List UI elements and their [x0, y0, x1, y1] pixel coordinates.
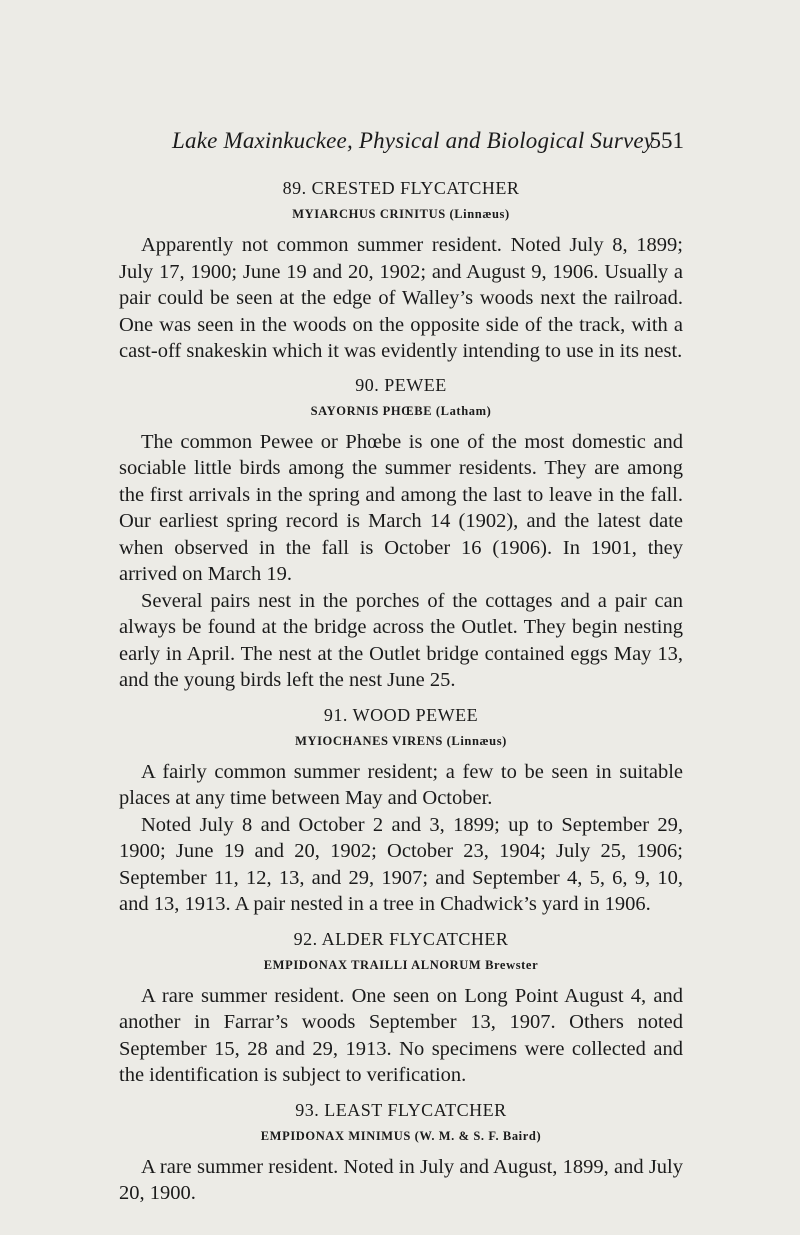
species-entry-alder-flycatcher: [119, 927, 683, 1089]
species-entry-least-flycatcher: [119, 1098, 683, 1207]
authority: (Latham): [435, 403, 492, 418]
paragraph: A rare summer resident. One seen on Long Point August 4, and another in Farrar’s woods September 13, 1907. Others noted September 15, 28 and 29, 1913. No specimens were collected and the identification is subject to verification.: [119, 984, 683, 1086]
paragraph: Noted July 8 and October 2 and 3, 1899; up to September 29, 1900; June 19 and 20, 1902; October 23, 1904; July 25, 1906; September 11, 12, 13, and 29, 1907; and September 4, 5, 6, 9, 10, and 13, 1913. A pair nested in a tree in Chadwick’s yard in 1906.: [119, 813, 683, 915]
species-heading: 92. ALDER FLYCATCHER: [293, 928, 509, 949]
page-header: [120, 128, 684, 162]
species-heading: 91. WOOD PEWEE: [323, 704, 479, 725]
species-entry-pewee: [119, 373, 683, 694]
species-heading: 93. LEAST FLYCATCHER: [295, 1099, 507, 1120]
authority: (W. M. & S. F. Baird): [414, 1128, 542, 1143]
latin-name: MYIARCHUS CRINITUS: [292, 207, 446, 221]
paragraph: Apparently not common summer resident. Noted July 8, 1899; July 17, 1900; June 19 and 20, 1902; and August 9, 1906. Usually a pair could be seen at the edge of Walley’s woods next the railroad. One was seen in the woods on the opposite side of the track, with a cast-off snakeskin which it was evidently intending to use in its nest.: [119, 234, 683, 362]
species-heading: 90. PEWEE: [355, 374, 447, 395]
paragraph: Several pairs nest in the porches of the cottages and a pair can always be found at the bridge across the Outlet. They begin nesting early in April. The nest at the Outlet bridge contained eggs May 13, and the young birds left the nest June 25.: [119, 589, 683, 691]
paragraph: A fairly common summer resident; a few to be seen in suitable places at any time between May and October.: [119, 760, 683, 809]
species-scientific-name: [119, 1126, 683, 1146]
latin-name: EMPIDONAX MINIMUS: [260, 1128, 411, 1143]
paragraph: A rare summer resident. Noted in July and August, 1899, and July 20, 1900.: [119, 1155, 683, 1204]
latin-name: EMPIDONAX TRAILLI ALNORUM: [263, 957, 482, 972]
authority: (Linnæus): [446, 733, 507, 748]
authority: (Linnæus): [449, 207, 510, 221]
latin-name: SAYORNIS PHŒBE: [310, 403, 433, 418]
species-scientific-name: [119, 401, 683, 421]
species-scientific-name: [119, 204, 683, 224]
authority: Brewster: [485, 957, 539, 972]
page-body: [119, 168, 683, 1207]
species-scientific-name: [119, 731, 683, 751]
paragraph: The common Pewee or Phœbe is one of the most domestic and sociable little birds among the summer residents. They are among the first arrivals in the spring and among the last to leave in the fall. Our earliest spring record is March 14 (1902), and the latest date when observed in the fall is October 16 (1906). In 1901, they arrived on March 19.: [119, 430, 683, 585]
species-scientific-name: [119, 955, 683, 975]
species-heading: 89. CRESTED FLYCATCHER: [282, 178, 520, 198]
running-head: Lake Maxinkuckee, Physical and Biological Survey: [172, 128, 655, 153]
latin-name: MYIOCHANES VIRENS: [295, 733, 443, 748]
species-entry-wood-pewee: [119, 703, 683, 918]
species-entry-crested-flycatcher: [119, 176, 683, 365]
page-number: 551: [649, 128, 684, 153]
